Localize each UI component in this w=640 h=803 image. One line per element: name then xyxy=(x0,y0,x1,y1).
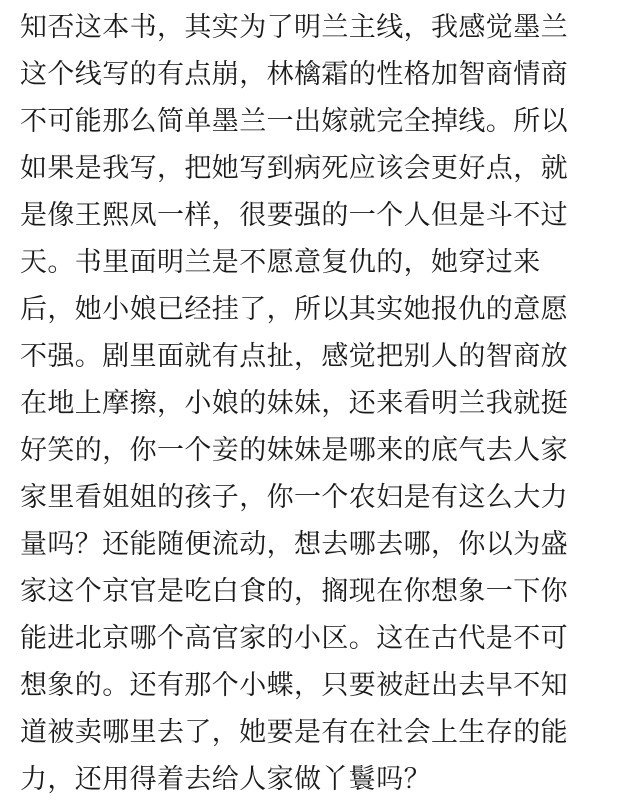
text-line-8: 不强。剧里面就有点扯，感觉把别人的智商放 xyxy=(20,341,568,372)
text-line-6: 天。书里面明兰是不愿意复仇的，她穿过来 xyxy=(20,247,541,278)
text-line-2: 这个线写的有点崩，林檎霜的性格加智商情商 xyxy=(20,59,568,90)
text-line-10: 好笑的，你一个妾的妹妹是哪来的底气去人家 xyxy=(20,435,568,466)
text-line-9: 在地上摩擦，小娘的妹妹，还来看明兰我就挺 xyxy=(20,388,568,419)
text-line-7: 后，她小娘已经挂了，所以其实她报仇的意愿 xyxy=(20,294,568,325)
text-line-5: 是像王熙凤一样，很要强的一个人但是斗不过 xyxy=(20,200,568,231)
text-line-3: 不可能那么简单墨兰一出嫁就完全掉线。所以 xyxy=(20,106,568,137)
text-line-13: 家这个京官是吃白食的，搁现在你想象一下你 xyxy=(20,576,568,607)
text-line-14: 能进北京哪个高官家的小区。这在古代是不可 xyxy=(20,623,568,654)
post-body xyxy=(20,4,630,803)
text-line-16: 道被卖哪里去了，她要是有在社会上生存的能 xyxy=(20,717,568,748)
text-line-12: 量吗？还能随便流动，想去哪去哪，你以为盛 xyxy=(20,529,568,560)
text-line-11: 家里看姐姐的孩子，你一个农妇是有这么大力 xyxy=(20,482,568,513)
text-line-1: 知否这本书，其实为了明兰主线，我感觉墨兰 xyxy=(20,12,568,43)
text-line-17: 力，还用得着去给人家做丫鬟吗？ xyxy=(20,764,431,795)
text-line-4: 如果是我写，把她写到病死应该会更好点，就 xyxy=(20,153,568,184)
text-line-15: 想象的。还有那个小蝶，只要被赶出去早不知 xyxy=(20,670,568,701)
